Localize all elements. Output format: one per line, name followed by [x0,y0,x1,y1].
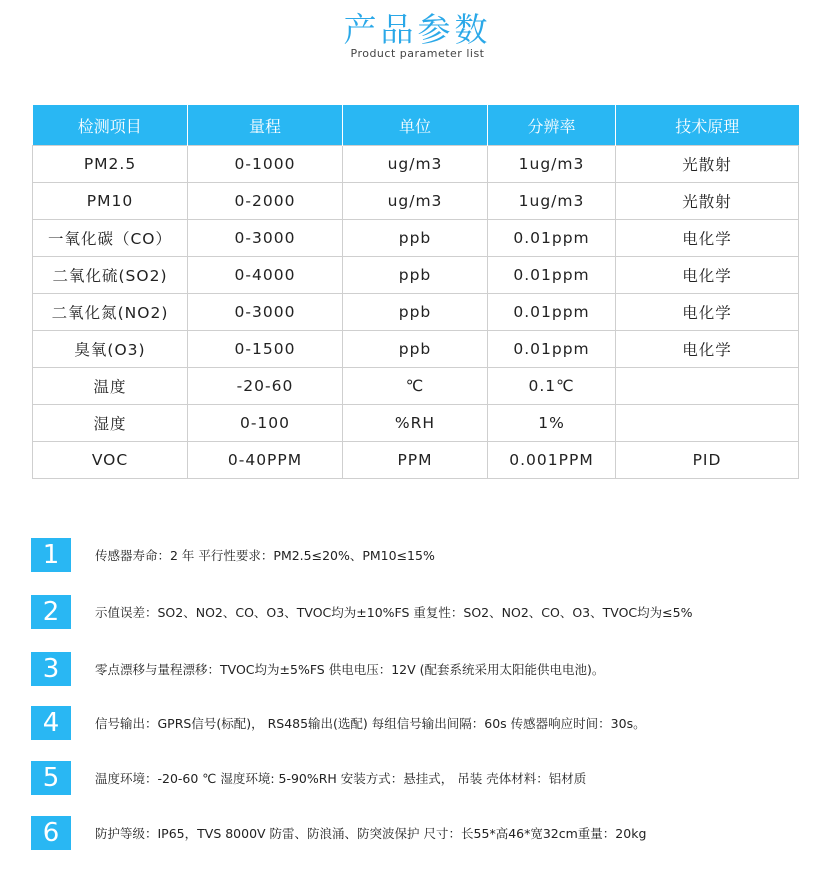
table-row [33,331,799,368]
column-header: 量程 [188,105,343,146]
item-number-badge: 4 [31,706,71,740]
table-cell: 0.01ppm [488,220,616,257]
table-cell: 0.01ppm [488,331,616,368]
item-number-badge: 2 [31,595,71,629]
item-text: 温度环境：-20-60 ℃ 湿度环境: 5-90%RH 安装方式：悬挂式， 吊装 壳体材料：铝材质 [95,771,587,786]
table-cell: 电化学 [616,294,799,331]
table-row [33,257,799,294]
table-cell: ppb [343,257,488,294]
table-cell: %RH [343,405,488,442]
table-header-row [33,105,799,146]
column-header: 检测项目 [33,105,188,146]
table-cell: PM10 [33,183,188,220]
table-cell: 1ug/m3 [488,146,616,183]
table-cell [616,405,799,442]
item-text: 零点漂移与量程漂移：TVOC均为±5%FS 供电电压：12V (配套系统采用太阳能供电电池)。 [95,662,605,677]
item-number-badge: 3 [31,652,71,686]
table-cell: ug/m3 [343,146,488,183]
table-cell: 温度 [33,368,188,405]
table-cell: 0-1000 [188,146,343,183]
column-header: 分辨率 [488,105,616,146]
item-text: 防护等级：IP65，TVS 8000V 防雷、防浪涌、防突波保护 尺寸：长55*高46*宽32cm重量：20kg [95,826,647,841]
table-cell: PPM [343,442,488,479]
item-number-badge: 1 [31,538,71,572]
parameter-table [32,105,799,479]
item-text: 信号输出：GPRS信号(标配)， RS485输出(选配) 每组信号输出间隔：60s 传感器响应时间：30s。 [95,716,646,731]
table-cell: 二氧化氮(NO2) [33,294,188,331]
table-cell: PID [616,442,799,479]
table-cell: ppb [343,331,488,368]
table-row [33,183,799,220]
list-item [31,594,831,630]
list-item [31,815,831,851]
table-cell [616,368,799,405]
column-header: 单位 [343,105,488,146]
list-item [31,651,831,687]
table-cell: 湿度 [33,405,188,442]
table-row [33,146,799,183]
table-cell: 电化学 [616,220,799,257]
table-cell: 0.1℃ [488,368,616,405]
table-cell: VOC [33,442,188,479]
table-cell: 一氧化碳（CO） [33,220,188,257]
table-cell: 0-3000 [188,220,343,257]
list-item [31,760,831,796]
table-cell: 光散射 [616,146,799,183]
item-number-badge: 6 [31,816,71,850]
item-text: 示值误差：SO2、NO2、CO、O3、TVOC均为±10%FS 重复性：SO2、NO2、CO、O3、TVOC均为≤5% [95,605,693,620]
table-cell: PM2.5 [33,146,188,183]
table-cell: 1% [488,405,616,442]
item-number-badge: 5 [31,761,71,795]
table-cell: 0-40PPM [188,442,343,479]
column-header: 技术原理 [616,105,799,146]
table-row [33,294,799,331]
list-item [31,705,831,741]
list-item [31,537,831,573]
table-cell: 0.01ppm [488,257,616,294]
table-row [33,442,799,479]
table-cell: 1ug/m3 [488,183,616,220]
table-cell: 0.001PPM [488,442,616,479]
table-cell: 臭氧(O3) [33,331,188,368]
item-text: 传感器寿命：2 年 平行性要求：PM2.5≤20%、PM10≤15% [95,548,435,563]
table-cell: 0-1500 [188,331,343,368]
table-row [33,405,799,442]
table-cell: 电化学 [616,331,799,368]
table-cell: ℃ [343,368,488,405]
table-cell: ppb [343,294,488,331]
table-cell: 0-100 [188,405,343,442]
page-subtitle: Product parameter list [350,47,485,60]
table-cell: ppb [343,220,488,257]
table-row [33,220,799,257]
page-title: 产品参数 [343,10,492,49]
table-cell: 光散射 [616,183,799,220]
table-cell: 0-2000 [188,183,343,220]
table-cell: -20-60 [188,368,343,405]
table-cell: 二氧化硫(SO2) [33,257,188,294]
table-cell: ug/m3 [343,183,488,220]
table-cell: 0-3000 [188,294,343,331]
table-cell: 电化学 [616,257,799,294]
table-cell: 0-4000 [188,257,343,294]
table-cell: 0.01ppm [488,294,616,331]
table-row [33,368,799,405]
